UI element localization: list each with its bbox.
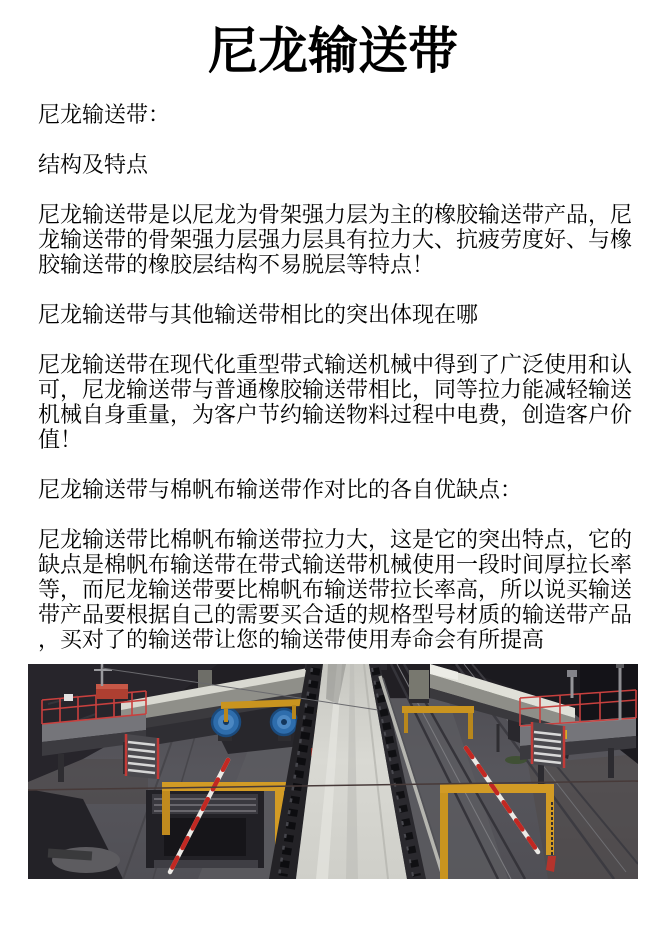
- conveyor-belt-photo-svg: [28, 664, 638, 879]
- paragraph-compare-heading: 尼龙输送带与其他输送带相比的突出体现在哪: [38, 302, 479, 327]
- paragraph-intro: 尼龙输送带：: [38, 102, 171, 127]
- small-sign: [64, 694, 73, 701]
- paragraph-cotton-heading: 尼龙输送带与棉帆布输送带作对比的各自优缺点：: [38, 477, 523, 502]
- stairs-left: [126, 734, 158, 779]
- stairs-right: [532, 722, 564, 768]
- conveyor-belt-photo: [28, 664, 638, 879]
- paragraph-structure-heading: 结构及特点: [38, 152, 149, 177]
- paragraph-compare: 尼龙输送带在现代化重型带式输送机械中得到了广泛使用和认可，尼龙输送带与普通橡胶输送带相比，同等拉力能减轻输送机械自身重量，为客户节约输送物料过程中电费，创造客户价值！: [38, 352, 633, 452]
- article-body: [38, 102, 634, 652]
- paragraph-structure: 尼龙输送带是以尼龙为骨架强力层为主的橡胶输送带产品，尼龙输送带的骨架强力层强力层具有拉力大、抗疲劳度好、与橡胶输送带的橡胶层结构不易脱层等特点！: [38, 202, 633, 277]
- page-title: 尼龙输送带: [208, 23, 458, 79]
- paragraph-cotton: 尼龙输送带比棉帆布输送带拉力大，这是它的突出特点，它的缺点是棉帆布输送带在带式输送带机械使用一段时间厚拉长率等，而尼龙输送带要比棉帆布输送带拉长率高，所以说买输送带产品要根据自己的需要买合适的规格型号材质的输送带产品，买对了的输送带让您的输送带使用寿命会有所提高: [38, 527, 633, 652]
